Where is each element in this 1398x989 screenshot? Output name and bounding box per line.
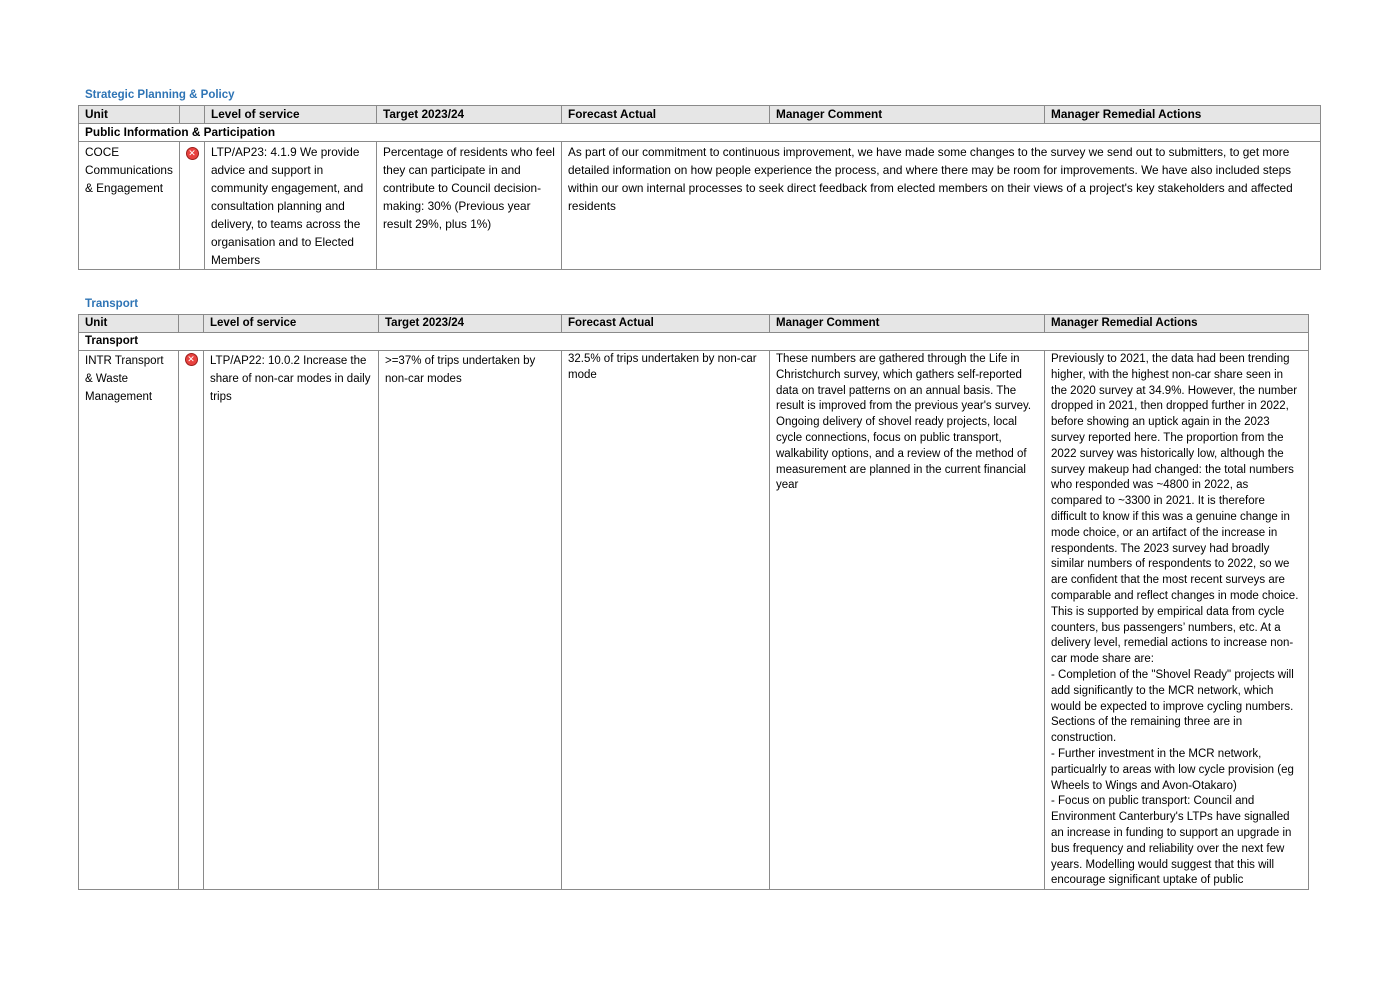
unit-cell: INTR Transport & Waste Management <box>79 351 179 890</box>
header-target: Target 2023/24 <box>379 315 562 333</box>
manager-comment-cell: As part of our commitment to continuous improvement, we have made some changes to the survey we send out to submitters, to get more detailed information on how people experience the process, and where there may be room for improvements. We have also included steps within our own internal processes to seek direct feedback from elected members on their views of a project's key stakeholders and affected residents <box>562 142 1321 270</box>
section-title-transport: Transport <box>85 298 139 310</box>
header-status <box>180 106 205 124</box>
header-status <box>179 315 204 333</box>
table-row <box>79 351 1309 890</box>
strategic-planning-table <box>78 105 1321 270</box>
header-unit: Unit <box>79 106 180 124</box>
forecast-actual-cell: 32.5% of trips undertaken by non-car mode <box>562 351 770 890</box>
red-cross-icon: ✕ <box>185 353 198 366</box>
manager-comment-cell: These numbers are gathered through the Life in Christchurch survey, which gathers self-reported data on travel patterns on an annual basis. The result is improved from the previous year's survey. Ongoing delivery of shovel ready projects, local cycle connections, focus on public transport, walkability options, and a review of the method of measurement are planned in the current financial year <box>770 351 1045 890</box>
target-cell: Percentage of residents who feel they can participate in and contribute to Council decision-making: 30% (Previous year result 29%, plus 1%) <box>377 142 562 270</box>
header-manager-comment: Manager Comment <box>770 106 1045 124</box>
header-remedial-actions: Manager Remedial Actions <box>1045 106 1321 124</box>
table-header-row <box>79 106 1321 124</box>
group-label: Public Information & Participation <box>79 124 1321 142</box>
red-cross-icon: ✕ <box>186 147 199 160</box>
status-cell <box>179 351 204 890</box>
transport-table <box>78 314 1309 890</box>
remedial-actions-cell: Previously to 2021, the data had been trending higher, with the highest non-car share seen in the 2020 survey at 34.9%. However, the number dropped in 2021, then dropped further in 2022, before showing an uptick again in the 2023 survey reported here. The proportion from the 2022 survey was historically low, although the survey makeup had changed: the total numbers who responded was ~4800 in 2022, as compared to ~3300 in 2021. It is therefore difficult to know if this was a genuine change in mode choice, or an artifact of the increase in respondents. The 2023 survey had broadly similar numbers of respondents to 2022, so we are confident that the most recent surveys are comparable and reflect changes in mode choice. This is supported by empirical data from cycle counters, bus passengers’ numbers, etc. At a delivery level, remedial actions to increase non-car mode share are: - Completion of the "Shovel Ready" projects will add significantly to the MCR network, which would be expected to improve cycling numbers. Sections of the remaining three are in construction. - Further investment in the MCR network, particualrly to areas with low cycle provision (eg Wheels to Wings and Avon-Otakaro) - Focus on public transport: Council and Environment Canterbury's LTPs have signalled an increase in funding to support an upgrade in bus frequency and reliability over the next few years. Modelling would suggest that this will encourage significant uptake of public <box>1045 351 1309 890</box>
table-header-row <box>79 315 1309 333</box>
status-cell <box>180 142 205 270</box>
header-level-of-service: Level of service <box>205 106 377 124</box>
header-manager-comment: Manager Comment <box>770 315 1045 333</box>
header-unit: Unit <box>79 315 179 333</box>
header-level-of-service: Level of service <box>204 315 379 333</box>
level-of-service-cell: LTP/AP23: 4.1.9 We provide advice and support in community engagement, and consultation planning and delivery, to teams across the organisation and to Elected Members <box>205 142 377 270</box>
header-forecast-actual: Forecast Actual <box>562 106 770 124</box>
group-row <box>79 124 1321 142</box>
level-of-service-cell: LTP/AP22: 10.0.2 Increase the share of non-car modes in daily trips <box>204 351 379 890</box>
section-title-strategic-planning: Strategic Planning & Policy <box>85 89 235 101</box>
unit-cell: COCE Communications & Engagement <box>79 142 180 270</box>
group-row <box>79 333 1309 351</box>
header-target: Target 2023/24 <box>377 106 562 124</box>
target-cell: >=37% of trips undertaken by non-car modes <box>379 351 562 890</box>
table-row <box>79 142 1321 270</box>
header-forecast-actual: Forecast Actual <box>562 315 770 333</box>
group-label: Transport <box>79 333 1309 351</box>
header-remedial-actions: Manager Remedial Actions <box>1045 315 1309 333</box>
